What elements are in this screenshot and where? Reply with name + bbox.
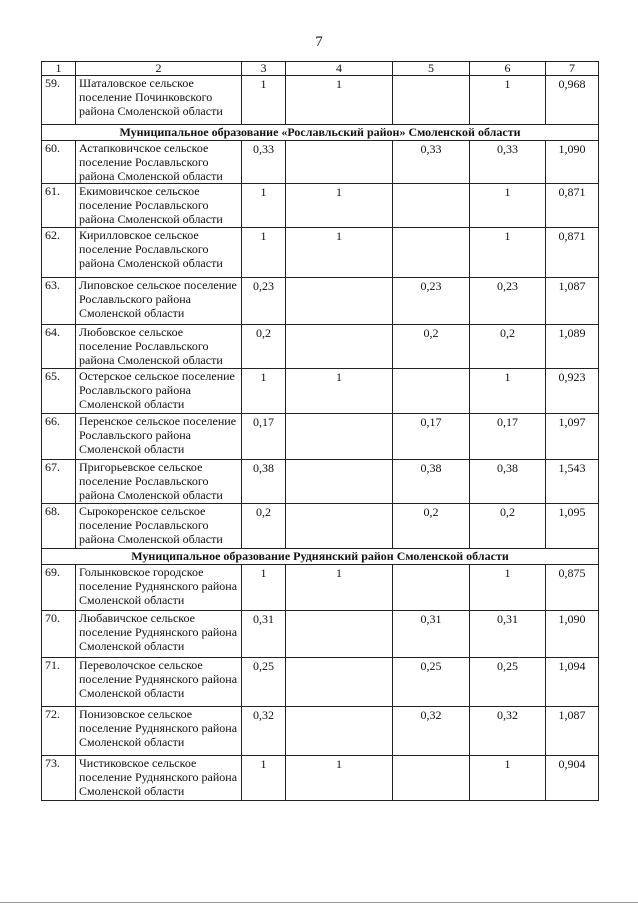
value-col7: 1,089 <box>546 325 599 369</box>
value-col4: 1 <box>286 184 393 228</box>
settlement-name: Липовское сельское поселение Рославльского района Смоленской области <box>76 278 242 325</box>
page-edge <box>0 902 638 903</box>
value-col4 <box>286 504 393 549</box>
table-row <box>42 141 599 184</box>
data-table <box>41 61 599 801</box>
value-col5: 0,25 <box>393 658 470 707</box>
value-col6: 0,17 <box>470 414 546 460</box>
value-col7: 1,087 <box>546 278 599 325</box>
value-col7: 0,904 <box>546 756 599 801</box>
value-col3: 0,31 <box>242 611 286 658</box>
value-col4 <box>286 460 393 504</box>
header-cell: 3 <box>242 62 286 76</box>
value-col3: 1 <box>242 756 286 801</box>
page-number: 7 <box>315 34 323 50</box>
value-col5 <box>393 756 470 801</box>
settlement-name: Любовское сельское поселение Рославльского района Смоленской области <box>76 325 242 369</box>
row-number: 72. <box>42 707 76 756</box>
value-col5: 0,33 <box>393 141 470 184</box>
row-number: 65. <box>42 369 76 414</box>
section-header-row <box>42 125 599 141</box>
value-col4 <box>286 414 393 460</box>
row-number: 67. <box>42 460 76 504</box>
table-row <box>42 76 599 125</box>
value-col5: 0,17 <box>393 414 470 460</box>
table-row <box>42 611 599 658</box>
value-col6: 0,32 <box>470 707 546 756</box>
table-row <box>42 369 599 414</box>
section-header-row <box>42 549 599 565</box>
header-cell: 1 <box>42 62 76 76</box>
value-col4: 1 <box>286 565 393 611</box>
value-col5: 0,23 <box>393 278 470 325</box>
value-col7: 1,097 <box>546 414 599 460</box>
value-col3: 0,32 <box>242 707 286 756</box>
settlement-name: Пригорьевское сельское поселение Рославльского района Смоленской области <box>76 460 242 504</box>
value-col6: 1 <box>470 228 546 278</box>
row-number: 60. <box>42 141 76 184</box>
value-col4 <box>286 278 393 325</box>
header-cell: 7 <box>546 62 599 76</box>
settlement-name: Перенское сельское поселение Рославльского района Смоленской области <box>76 414 242 460</box>
row-number: 59. <box>42 76 76 125</box>
section-title: Муниципальное образование Руднянский район Смоленской области <box>42 549 599 565</box>
row-number: 68. <box>42 504 76 549</box>
row-number: 70. <box>42 611 76 658</box>
value-col3: 0,25 <box>242 658 286 707</box>
value-col6: 1 <box>470 76 546 125</box>
value-col6: 0,25 <box>470 658 546 707</box>
table-row <box>42 278 599 325</box>
value-col3: 0,23 <box>242 278 286 325</box>
value-col6: 1 <box>470 369 546 414</box>
header-cell: 5 <box>393 62 470 76</box>
value-col3: 1 <box>242 228 286 278</box>
value-col7: 1,090 <box>546 141 599 184</box>
settlement-name: Екимовичское сельское поселение Рославльского района Смоленской области <box>76 184 242 228</box>
value-col6: 1 <box>470 756 546 801</box>
value-col5: 0,31 <box>393 611 470 658</box>
value-col5: 0,38 <box>393 460 470 504</box>
value-col7: 1,087 <box>546 707 599 756</box>
table-row <box>42 325 599 369</box>
value-col5 <box>393 184 470 228</box>
value-col4 <box>286 707 393 756</box>
value-col5 <box>393 369 470 414</box>
table-row <box>42 565 599 611</box>
settlement-name: Сырокоренское сельское поселение Рославльского района Смоленской области <box>76 504 242 549</box>
value-col6: 0,23 <box>470 278 546 325</box>
value-col4: 1 <box>286 228 393 278</box>
table-row <box>42 756 599 801</box>
value-col3: 1 <box>242 565 286 611</box>
table-row <box>42 460 599 504</box>
table-row <box>42 184 599 228</box>
value-col3: 0,2 <box>242 325 286 369</box>
value-col7: 0,968 <box>546 76 599 125</box>
value-col7: 0,871 <box>546 228 599 278</box>
row-number: 71. <box>42 658 76 707</box>
settlement-name: Переволочское сельское поселение Руднянского района Смоленской области <box>76 658 242 707</box>
value-col7: 1,090 <box>546 611 599 658</box>
value-col3: 0,38 <box>242 460 286 504</box>
settlement-name: Голынковское городское поселение Руднянского района Смоленской области <box>76 565 242 611</box>
value-col7: 1,095 <box>546 504 599 549</box>
value-col3: 1 <box>242 76 286 125</box>
settlement-name: Остерское сельское поселение Рославльского района Смоленской области <box>76 369 242 414</box>
settlement-name: Астапковичское сельское поселение Рославльского района Смоленской области <box>76 141 242 184</box>
row-number: 64. <box>42 325 76 369</box>
value-col7: 0,875 <box>546 565 599 611</box>
value-col4 <box>286 658 393 707</box>
value-col7: 0,871 <box>546 184 599 228</box>
table-row <box>42 228 599 278</box>
table-row <box>42 707 599 756</box>
settlement-name: Любавичское сельское поселение Руднянского района Смоленской области <box>76 611 242 658</box>
value-col5 <box>393 228 470 278</box>
settlement-name: Шаталовское сельское поселение Починковского района Смоленской области <box>76 76 242 125</box>
value-col5 <box>393 76 470 125</box>
value-col6: 1 <box>470 565 546 611</box>
value-col7: 1,094 <box>546 658 599 707</box>
value-col6: 1 <box>470 184 546 228</box>
header-row <box>42 62 599 76</box>
value-col6: 0,31 <box>470 611 546 658</box>
value-col3: 0,2 <box>242 504 286 549</box>
value-col4 <box>286 611 393 658</box>
value-col5: 0,32 <box>393 707 470 756</box>
value-col7: 1,543 <box>546 460 599 504</box>
value-col4 <box>286 141 393 184</box>
value-col7: 0,923 <box>546 369 599 414</box>
table-row <box>42 414 599 460</box>
value-col6: 0,33 <box>470 141 546 184</box>
value-col6: 0,2 <box>470 504 546 549</box>
value-col5: 0,2 <box>393 504 470 549</box>
settlement-name: Чистиковское сельское поселение Руднянского района Смоленской области <box>76 756 242 801</box>
value-col4 <box>286 325 393 369</box>
row-number: 61. <box>42 184 76 228</box>
value-col3: 0,17 <box>242 414 286 460</box>
value-col6: 0,38 <box>470 460 546 504</box>
row-number: 66. <box>42 414 76 460</box>
value-col3: 0,33 <box>242 141 286 184</box>
table-row <box>42 504 599 549</box>
row-number: 63. <box>42 278 76 325</box>
value-col6: 0,2 <box>470 325 546 369</box>
value-col3: 1 <box>242 369 286 414</box>
value-col3: 1 <box>242 184 286 228</box>
row-number: 62. <box>42 228 76 278</box>
settlement-name: Кирилловское сельское поселение Рославльского района Смоленской области <box>76 228 242 278</box>
settlement-name: Понизовское сельское поселение Руднянского района Смоленской области <box>76 707 242 756</box>
value-col4: 1 <box>286 369 393 414</box>
section-title: Муниципальное образование «Рославльский район» Смоленской области <box>42 125 599 141</box>
value-col5: 0,2 <box>393 325 470 369</box>
value-col5 <box>393 565 470 611</box>
row-number: 69. <box>42 565 76 611</box>
table-row <box>42 658 599 707</box>
header-cell: 4 <box>286 62 393 76</box>
header-cell: 2 <box>76 62 242 76</box>
row-number: 73. <box>42 756 76 801</box>
value-col4: 1 <box>286 76 393 125</box>
header-cell: 6 <box>470 62 546 76</box>
value-col4: 1 <box>286 756 393 801</box>
